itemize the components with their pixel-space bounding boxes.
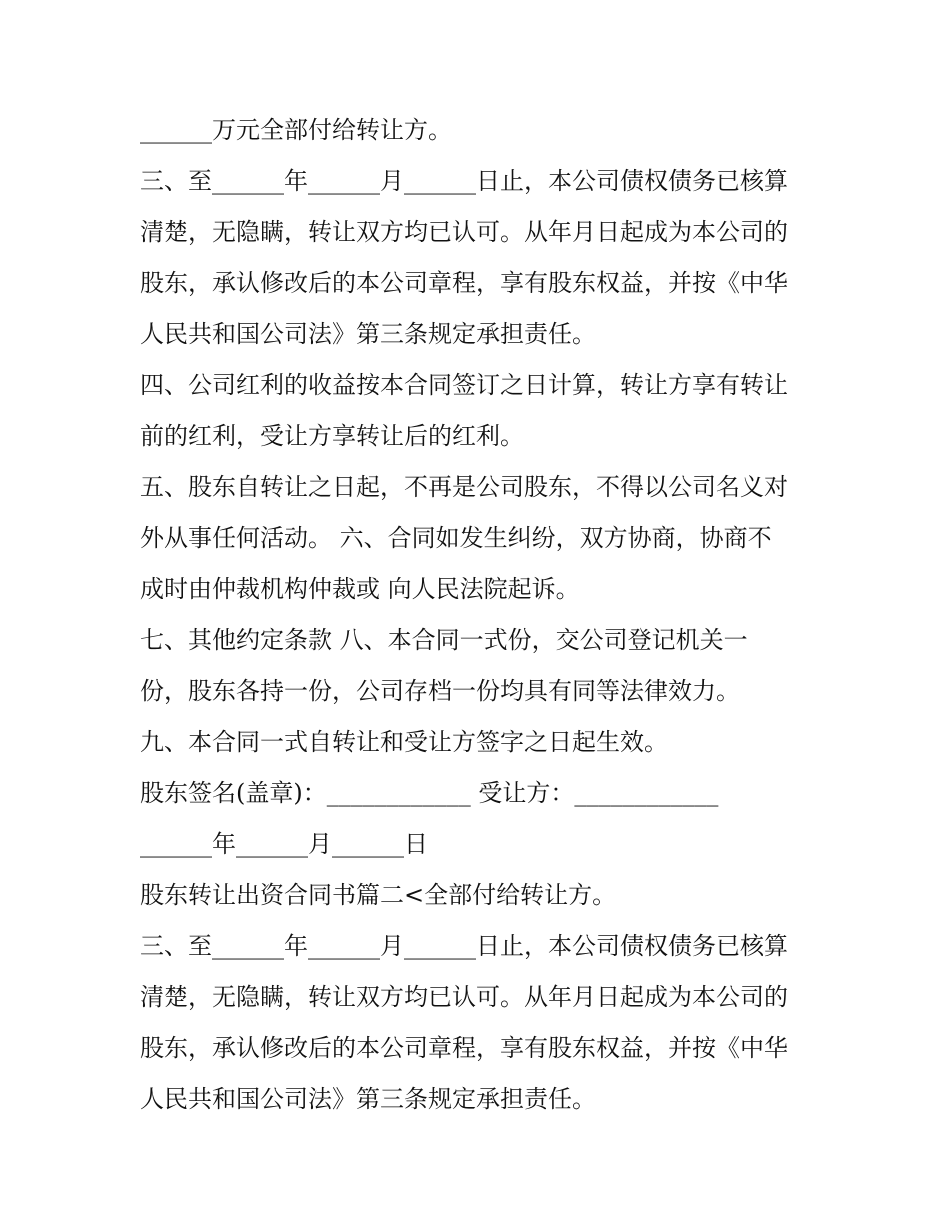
section-title: 股东转让出资合同书篇二<全部付给转让方。	[140, 881, 617, 909]
text-line: 清楚，无隐瞒，转让双方均已认可。从年月日起成为本公司的	[140, 218, 788, 246]
text-line: 五、股东自转让之日起，不再是公司股东，不得以公司名义对	[140, 473, 788, 501]
date-line: ______年______月______日	[140, 830, 428, 858]
text-line: 九、本合同一式自转让和受让方签字之日起生效。	[140, 728, 668, 756]
text-line: 股东，承认修改后的本公司章程，享有股东权益，并按《中华	[140, 269, 788, 297]
text-line: 成时由仲裁机构仲裁或 向人民法院起诉。	[140, 575, 580, 603]
text-line: 人民共和国公司法》第三条规定承担责任。	[140, 320, 596, 348]
text-line: 七、其他约定条款 八、本合同一式份，交公司登记机关一	[140, 626, 748, 654]
signature-line: 股东签名(盖章)：____________ 受让方：____________	[140, 779, 719, 807]
text-line: 外从事任何活动。 六、合同如发生纠纷，双方协商，协商不	[140, 524, 772, 552]
text-line: 前的红利，受让方享转让后的红利。	[140, 422, 524, 450]
text-line: 三、至______年______月______日止，本公司债权债务已核算	[140, 167, 788, 195]
text-line: 人民共和国公司法》第三条规定承担责任。	[140, 1085, 596, 1113]
text-line: 份，股东各持一份，公司存档一份均具有同等法律效力。	[140, 677, 740, 705]
text-line: ______万元全部付给转让方。	[140, 116, 452, 144]
text-line: 四、公司红利的收益按本合同签订之日计算，转让方享有转让	[140, 371, 788, 399]
text-line: 清楚，无隐瞒，转让双方均已认可。从年月日起成为本公司的	[140, 983, 788, 1011]
text-line: 三、至______年______月______日止，本公司债权债务已核算	[140, 932, 788, 960]
text-line: 股东，承认修改后的本公司章程，享有股东权益，并按《中华	[140, 1034, 788, 1062]
document-body	[140, 105, 830, 1125]
